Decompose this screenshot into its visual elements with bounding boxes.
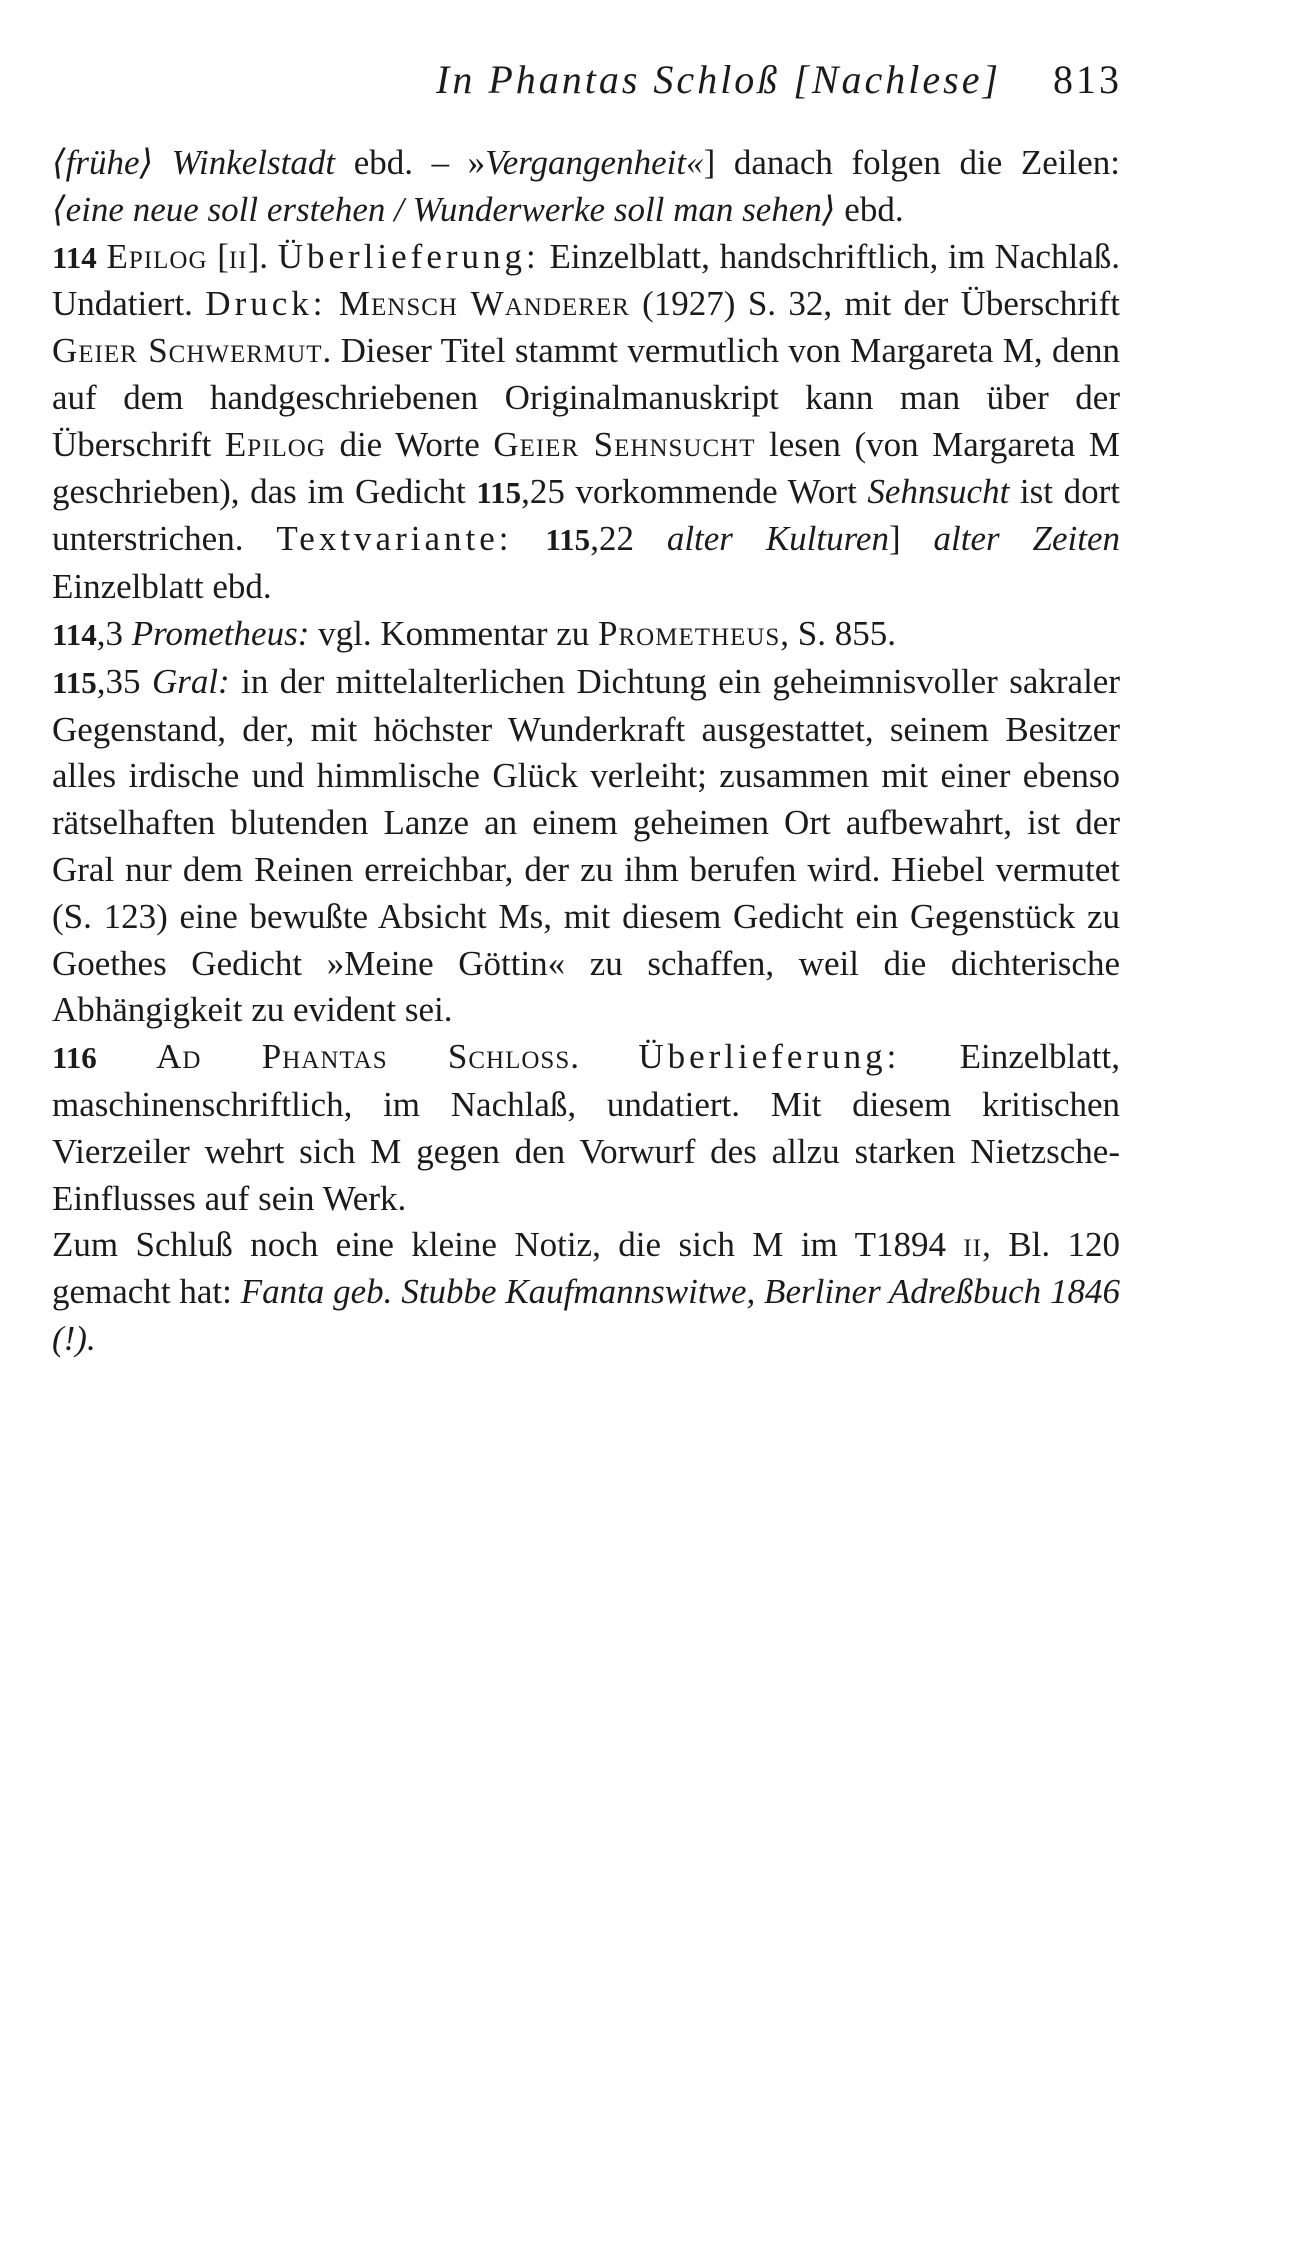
- small-caps-title: Ad Phantas Schloss: [156, 1037, 571, 1077]
- small-caps-title: ii: [963, 1225, 983, 1265]
- text-run: [: [207, 236, 229, 276]
- bold-ref: 115: [476, 474, 522, 510]
- small-caps-title: ii: [228, 236, 248, 276]
- page-number: 813: [1053, 57, 1122, 102]
- text-run: [97, 237, 107, 276]
- text-run: Einzelblatt ebd.: [52, 567, 272, 607]
- bold-ref: 115: [545, 522, 591, 558]
- spaced-label: Überlieferung:: [638, 1037, 901, 1077]
- text-run: ist dort unterstrichen.: [52, 471, 1120, 559]
- commentary-entry-115-35: [52, 659, 1120, 1034]
- italic-text: alter Zeiten: [933, 519, 1121, 559]
- text-run: ,25 vorkommende Wort: [521, 471, 868, 511]
- small-caps-title: Prometheus: [598, 613, 781, 653]
- text-run: Einzelblatt, handschriftlich, im Nachlaß. Undatiert.: [52, 236, 1121, 324]
- text-run: . Dieser Titel stammt vermutlich von Margareta M, denn auf dem handgeschriebenen Originalmanuskript kann man über der Überschrift: [52, 331, 1121, 464]
- text-run: lesen (von Margareta M geschrieben), das im Gedicht: [52, 424, 1120, 511]
- small-caps-title: Epilog: [106, 236, 208, 276]
- text-run: ] danach folgen die Zeilen:: [703, 143, 1120, 182]
- text-run: ebd. – »: [335, 143, 486, 182]
- small-caps-title: Geier Sehnsucht: [493, 424, 756, 464]
- italic-text: Fanta geb. Stubbe Kaufmannswitwe, Berliner Adreßbuch 1846 (!).: [52, 1272, 1120, 1358]
- text-run: (1927) S. 32, mit der Überschrift: [629, 284, 1120, 324]
- text-run: ,3: [96, 613, 132, 653]
- small-caps-title: Mensch Wanderer: [338, 284, 630, 324]
- text-run: in der mittelalterlichen Dichtung ein geheimnisvoller sakraler Gegenstand, der, mit höchster Wunderkraft ausgestattet, seinem Besitzer alles irdische und himmlische Glück verleiht; zusammen mit einer ebenso rätselhaften blutenden Lanze an einem geheimen Ort aufbewahrt, ist der Gral nur dem Reinen erreichbar, der zu ihm berufen wird. Hiebel vermutet (S. 123) eine bewußte Absicht Ms, mit diesem Gedicht ein Gegenstück zu Goethes Gedicht »Meine Göttin« zu schaffen, weil die dichterische Abhängigkeit zu evident sei.: [52, 661, 1120, 1030]
- commentary-entry-114-3: [52, 611, 1120, 659]
- small-caps-title: Geier Schwermut: [52, 331, 323, 371]
- text-run: vgl. Kommentar zu: [309, 613, 599, 653]
- italic-text: Gral:: [151, 661, 230, 701]
- text-run: Einzelblatt, maschinenschriftlich, im Nachlaß, undatiert. Mit diesem kritischen Vierzeiler wehrt sich M gegen den Vorwurf des allzu starken Nietzsche-Einflusses auf sein Werk.: [52, 1037, 1121, 1218]
- spaced-label: Druck:: [205, 284, 327, 324]
- text-run: die Worte: [325, 424, 494, 464]
- small-caps-title: Epilog: [224, 424, 326, 464]
- italic-text: Vergangenheit«: [485, 143, 704, 182]
- text-run: .: [570, 1037, 639, 1077]
- italic-text: ⟨frühe⟩ Winkelstadt: [52, 143, 336, 182]
- italic-text: Prometheus:: [131, 613, 310, 653]
- text-run: ,35: [96, 661, 152, 701]
- bold-ref: 116: [52, 1040, 97, 1076]
- commentary-body: [52, 140, 1120, 1363]
- bold-ref: 114: [52, 239, 97, 275]
- text-run: [327, 284, 339, 323]
- spaced-label: Textvariante:: [276, 519, 513, 559]
- text-run: ]: [888, 519, 934, 559]
- running-head: In Phantas Schloß [Nachlese]: [436, 57, 1002, 102]
- commentary-entry-114-epilog: [52, 234, 1120, 611]
- text-run: , S. 855.: [780, 613, 896, 653]
- page-header: [0, 48, 1294, 108]
- bold-ref: 115: [52, 664, 97, 700]
- bold-ref: 114: [52, 616, 97, 652]
- spaced-label: Überlieferung:: [277, 236, 540, 276]
- text-run: [513, 519, 546, 558]
- text-run: ,22: [590, 519, 667, 559]
- text-run: Zum Schluß noch eine kleine Notiz, die sich M im T1894: [52, 1225, 964, 1265]
- text-run: ebd.: [835, 189, 904, 229]
- italic-text: ⟨eine neue soll erstehen / Wunderwerke soll man sehen⟩: [52, 189, 836, 229]
- text-run: , Bl. 120 gemacht hat:: [52, 1225, 1120, 1312]
- closing-note: [52, 1222, 1120, 1362]
- italic-text: Sehnsucht: [867, 471, 1010, 511]
- text-run: [97, 1037, 156, 1076]
- text-run: ].: [247, 236, 278, 276]
- commentary-paragraph: [52, 140, 1120, 234]
- commentary-entry-116: [52, 1034, 1120, 1222]
- italic-text: alter Kulturen: [666, 519, 889, 559]
